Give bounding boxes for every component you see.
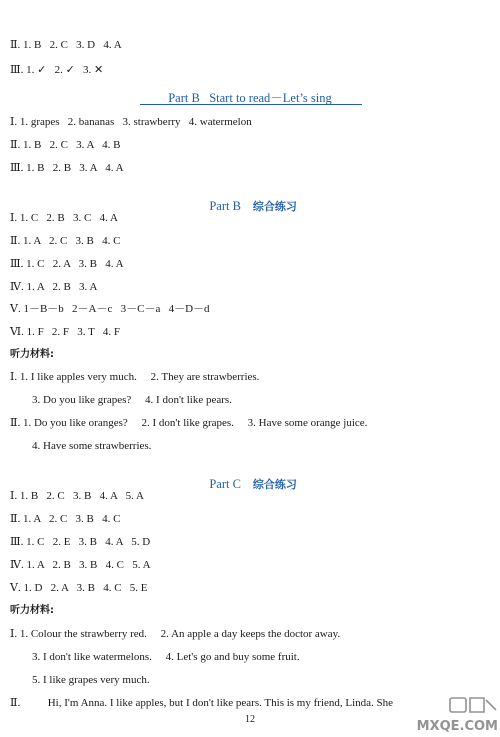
section-heading-cn: 综合练习	[252, 478, 297, 491]
answer-line: Ⅵ. 1. F 2. F 3. T 4. F	[10, 326, 120, 338]
answer-line: Ⅴ. 1－B－b 2－A－c 3－C－a 4－D－d	[10, 303, 210, 315]
listening-line: Ⅱ. 1. Do you like oranges? 2. I don't like grapes. 3. Have some orange juice.	[10, 417, 368, 429]
answer-line: Ⅴ. 1. D 2. A 3. B 4. C 5. E	[10, 582, 148, 594]
listening-line: Ⅱ. Hi, I'm Anna. I like apples, but I don't like pears. This is my friend, Linda. She	[10, 697, 394, 709]
page-number: 12	[245, 714, 255, 725]
section-heading: Part B Start to read－Let’s sing	[168, 91, 332, 105]
listening-line: Ⅰ. 1. I like apples very much. 2. They are strawberries.	[10, 371, 260, 383]
listening-title: 听力材料:	[10, 349, 54, 360]
listening-line: 4. Have some strawberries.	[32, 440, 152, 452]
listening-line: 3. Do you like grapes? 4. I don't like pears.	[32, 394, 232, 406]
section-heading-cn: 综合练习	[252, 200, 297, 213]
watermark-text: MXQE.COM	[416, 719, 498, 734]
answer-line: Ⅲ. 1. C 2. E 3. B 4. A 5. D	[10, 536, 151, 548]
answer-line: Ⅱ. 1. A 2. C 3. B 4. C	[10, 513, 121, 525]
answer-line: Ⅱ. 1. B 2. C 3. D 4. A	[10, 39, 122, 51]
watermark-logo	[402, 694, 498, 734]
heading-underline	[140, 104, 362, 105]
listening-line: 5. I like grapes very much.	[32, 674, 150, 686]
listening-line: Ⅰ. 1. Colour the strawberry red. 2. An apple a day keeps the doctor away.	[10, 628, 341, 640]
section-heading-part: Part B	[209, 199, 241, 213]
listening-line: 3. I don't like watermelons. 4. Let's go and buy some fruit.	[32, 651, 300, 663]
section-heading-part: Part C	[209, 477, 241, 491]
answer-line: Ⅳ. 1. A 2. B 3. B 4. C 5. A	[10, 559, 151, 571]
answer-line: Ⅱ. 1. A 2. C 3. B 4. C	[10, 235, 121, 247]
answer-line: Ⅰ. 1. B 2. C 3. B 4. A 5. A	[10, 490, 144, 502]
answer-line: Ⅲ. 1. B 2. B 3. A 4. A	[10, 162, 124, 174]
section-heading	[0, 461, 500, 492]
answer-line: Ⅲ. 1. C 2. A 3. B 4. A	[10, 258, 124, 270]
answer-line: Ⅰ. 1. C 2. B 3. C 4. A	[10, 212, 118, 224]
answer-line: Ⅲ. 1. ✓ 2. ✓ 3. ✕	[10, 64, 104, 76]
answer-line: Ⅱ. 1. B 2. C 3. A 4. B	[10, 139, 121, 151]
answer-line: Ⅳ. 1. A 2. B 3. A	[10, 281, 98, 293]
listening-title: 听力材料:	[10, 605, 54, 616]
answer-line: Ⅰ. 1. grapes 2. bananas 3. strawberry 4. watermelon	[10, 116, 252, 128]
section-heading	[0, 183, 500, 214]
